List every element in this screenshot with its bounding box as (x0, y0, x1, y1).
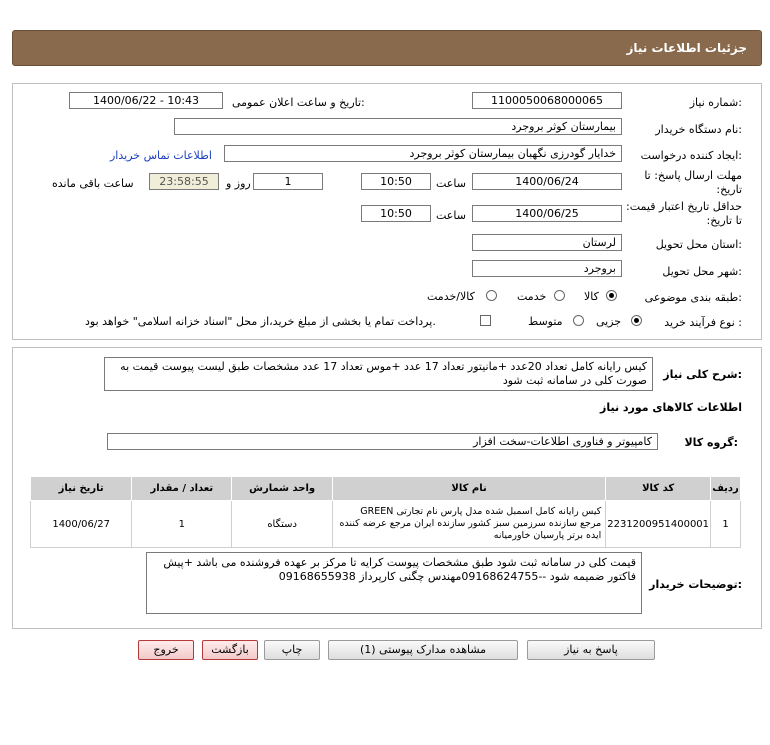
col-header-qty: تعداد / مقدار (132, 477, 232, 501)
remaining-label: ساعت باقی مانده (52, 177, 134, 190)
category-radio-service[interactable] (554, 290, 565, 301)
col-header-name: نام کالا (332, 477, 605, 501)
process-label: نوع فرآیند خرید : (664, 316, 742, 329)
days-field: 1 (253, 173, 323, 190)
cell-date: 1400/06/27 (31, 501, 132, 548)
col-header-index: ردیف (711, 477, 741, 501)
announce-field: 1400/06/22 - 10:43 (69, 92, 223, 109)
need-number-label: شماره نیاز: (689, 96, 742, 109)
need-summary-label: شرح کلی نیاز: (663, 368, 742, 381)
category-label: طبقه بندی موضوعی: (644, 291, 742, 304)
back-button[interactable]: بازگشت (202, 640, 258, 660)
need-number-field: 1100050068000065 (472, 92, 622, 109)
province-label: استان محل تحویل: (655, 238, 742, 251)
remaining-time-field: 23:58:55 (149, 173, 219, 190)
buyer-org-label: نام دستگاه خریدار: (655, 123, 742, 136)
col-header-date: تاریخ نیاز (31, 477, 132, 501)
cell-qty: 1 (132, 501, 232, 548)
category-option-service: خدمت (517, 290, 547, 303)
validity-time-field: 10:50 (361, 205, 431, 222)
cell-unit: دستگاه (232, 501, 333, 548)
buyer-org-field: بیمارستان کوثر بروجرد (174, 118, 622, 135)
category-radio-goods-service[interactable] (486, 290, 497, 301)
goods-table-header-row (31, 477, 741, 501)
validity-label: حداقل تاریخ اعتبار قیمت: تا تاریخ: (626, 200, 742, 227)
province-field: لرستان (472, 234, 622, 251)
process-radio-minor[interactable] (631, 315, 642, 326)
reply-button[interactable]: پاسخ به نیاز (527, 640, 655, 660)
payment-note: پرداخت تمام یا بخشی از مبلغ خرید،از محل "اسناد خزانه اسلامی" خواهد بود. (85, 315, 436, 328)
buyer-contact-link[interactable]: اطلاعات تماس خریدار (110, 149, 212, 162)
reply-time-field: 10:50 (361, 173, 431, 190)
buyer-notes-field: قیمت کلی در سامانه ثبت شود طبق مشخصات پیوست کرایه تا مرکز بر عهده فروشنده می باشد +پیش فاکتور ضمیمه شود --09168624755مهندس چگنی کارپرداز 09168655938 (146, 552, 642, 614)
cell-index: 1 (711, 501, 741, 548)
page-header (12, 30, 762, 66)
category-option-goods-service: کالا/خدمت (427, 290, 475, 303)
treasury-checkbox[interactable] (480, 315, 491, 326)
announce-label: تاریخ و ساعت اعلان عمومی: (232, 96, 365, 109)
process-radio-medium[interactable] (573, 315, 584, 326)
col-header-code: کد کالا (606, 477, 711, 501)
city-field: بروجرد (472, 260, 622, 277)
need-summary-field: کیس رایانه کامل تعداد 20عدد +مانیتور تعداد 17 عدد +موس تعداد 17 عدد مشخصات طبق لیست پیوست قیمت به صورت کلی در سامانه ثبت شود (104, 357, 653, 391)
validity-date-field: 1400/06/25 (472, 205, 622, 222)
requester-label: ایجاد کننده درخواست: (640, 149, 742, 162)
page-title: جزئیات اطلاعات نیاز (626, 41, 747, 55)
category-option-goods: کالا (584, 290, 599, 303)
days-label: روز و (226, 177, 251, 190)
print-button[interactable]: چاپ (264, 640, 320, 660)
view-attachments-button[interactable]: مشاهده مدارک پیوستی (1) (328, 640, 518, 660)
city-label: شهر محل تحویل: (662, 265, 742, 278)
process-option-medium: متوسط (528, 315, 563, 328)
goods-group-field: کامپیوتر و فناوری اطلاعات-سخت افزار (107, 433, 658, 450)
exit-button[interactable]: خروج (138, 640, 194, 660)
process-option-minor: جزیی (596, 315, 622, 328)
table-row (31, 501, 741, 548)
cell-code: 2231200951400001 (606, 501, 711, 548)
goods-group-label: گروه کالا: (684, 436, 738, 449)
col-header-unit: واحد شمارش (232, 477, 333, 501)
category-radio-goods[interactable] (606, 290, 617, 301)
reply-time-label: ساعت (436, 177, 466, 190)
reply-date-field: 1400/06/24 (472, 173, 622, 190)
goods-info-title: اطلاعات کالاهای مورد نیاز (600, 401, 742, 414)
validity-time-label: ساعت (436, 209, 466, 222)
cell-name: کیس رایانه کامل اسمبل شده مدل پارس نام تجارتی GREEN مرجع سازنده سرزمین سبز کشور سازنده ایران مرجع عرضه کننده ایده برتر پارسیان خاورمیانه (332, 501, 605, 548)
reply-deadline-label: مهلت ارسال پاسخ: تا تاریخ: (644, 169, 742, 196)
requester-field: خدایار گودرزی نگهبان بیمارستان کوثر بروجرد (224, 145, 622, 162)
buyer-notes-label: توضیحات خریدار: (649, 578, 742, 591)
goods-table (30, 476, 741, 548)
